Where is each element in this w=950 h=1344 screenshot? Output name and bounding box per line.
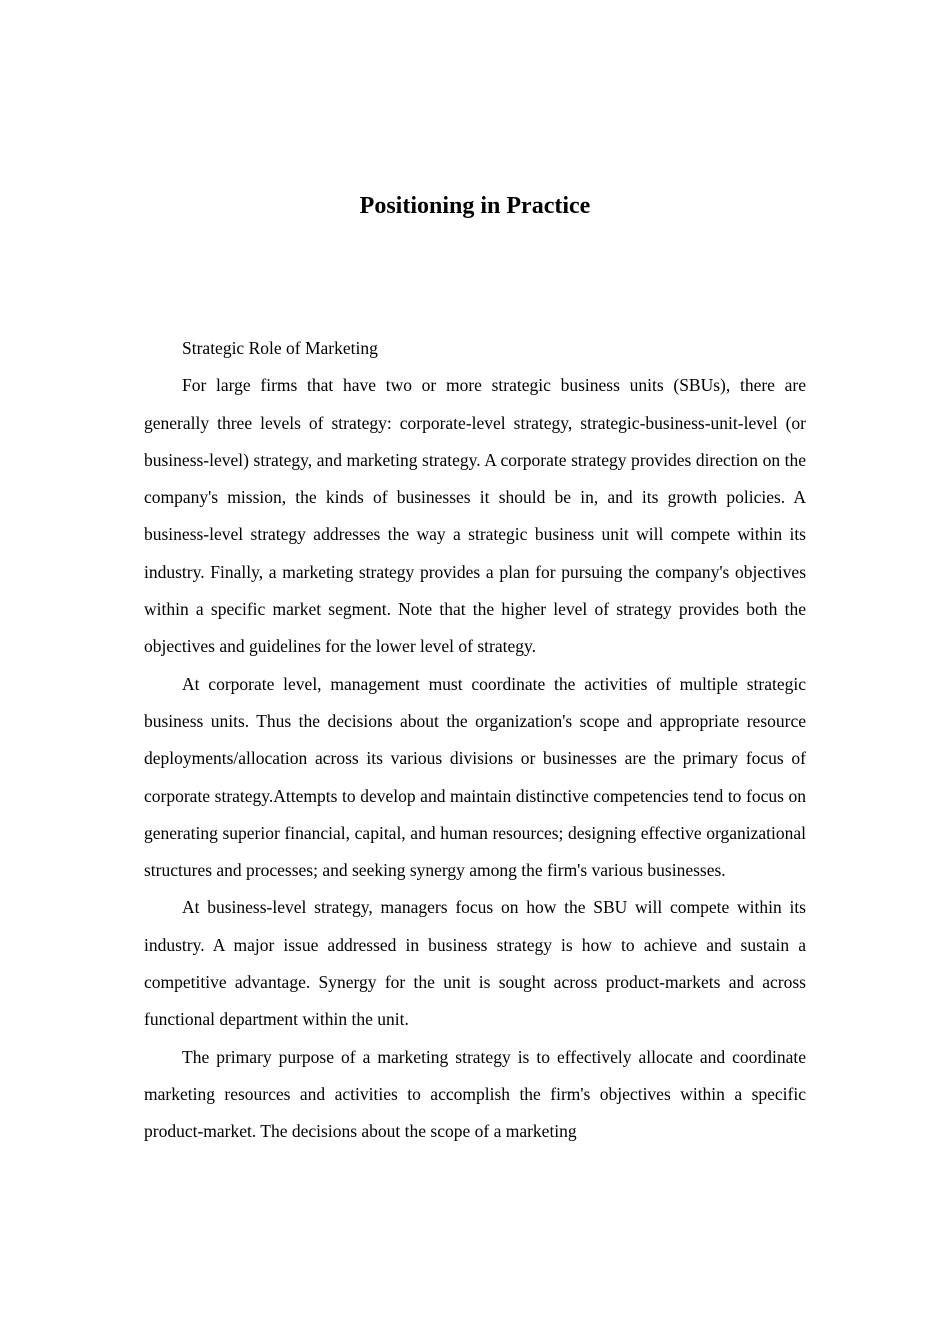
page-title: Positioning in Practice bbox=[359, 193, 591, 219]
body-paragraph: At corporate level, management must coordinate the activities of multiple strategic business units. Thus the decisions about the organization's scope and appropriate resource deployments/allocation across its various divisions or businesses are the primary focus of corporate strategy.Attempts to develop and maintain distinctive competencies tend to focus on generating superior financial, capital, and human resources; designing effective organizational structures and processes; and seeking synergy among the firm's various businesses. bbox=[144, 673, 806, 881]
section-heading: Strategic Role of Marketing bbox=[182, 338, 378, 358]
body-paragraph: The primary purpose of a marketing strategy is to effectively allocate and coordinate marketing resources and activities to accomplish the firm's objectives within a specific product-market. The decisions about the scope of a marketing bbox=[144, 1046, 806, 1142]
document-body bbox=[144, 330, 806, 1151]
body-paragraph: For large firms that have two or more strategic business units (SBUs), there are generally three levels of strategy: corporate-level strategy, strategic-business-unit-level (or business-level) strategy, and marketing strategy. A corporate strategy provides direction on the company's mission, the kinds of businesses it should be in, and its growth policies. A business-level strategy addresses the way a strategic business unit will compete within its industry. Finally, a marketing strategy provides a plan for pursuing the company's objectives within a specific market segment. Note that the higher level of strategy provides both the objectives and guidelines for the lower level of strategy. bbox=[144, 375, 806, 657]
body-paragraph: At business-level strategy, managers focus on how the SBU will compete within its industry. A major issue addressed in business strategy is how to achieve and sustain a competitive advantage. Synergy for the unit is sought across product-markets and across functional department within the unit. bbox=[144, 897, 806, 1030]
